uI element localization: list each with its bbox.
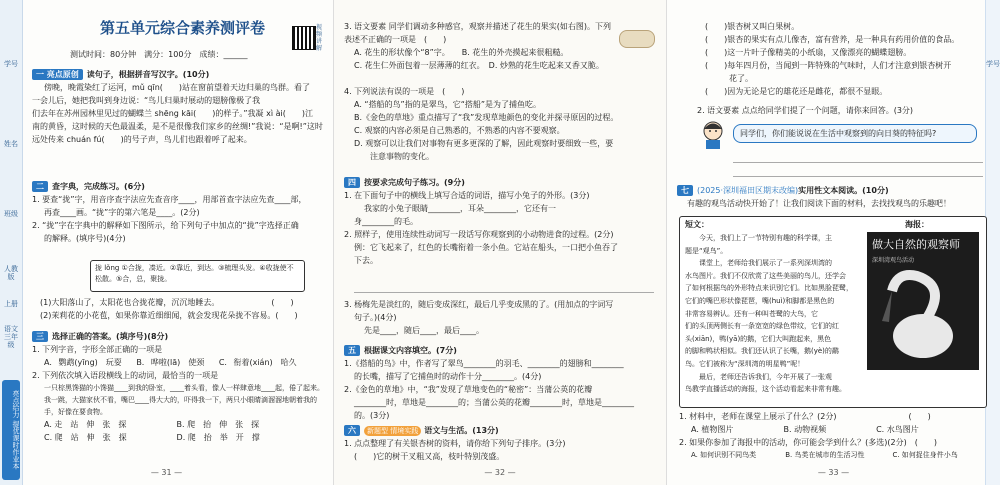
option[interactable]: D. 观察可以让我们对事物有更多更深的了解，因此观察时要细致一些，要 xyxy=(354,139,614,148)
ordering-item[interactable]: ( )它的树干叉粗又高，枝叶特别茂盛。 xyxy=(354,452,505,461)
question-text: 1. 下列字音，字形全部正确的一项是 xyxy=(32,345,163,354)
section-heading: 选择正确的答案。(填序号)(8分) xyxy=(52,332,169,341)
short-text-line: 它们的嘴巴形状像琵琶，嘴(huì)和脚都是黑色的 xyxy=(685,296,835,305)
dictionary-box: 拢 lǒng ①合拢，凑近。②靠近，到达。③梳理头发。④收拢使不松散。⑤合，总，聚拢。 xyxy=(90,260,305,292)
question-text: 3. 杨梅先是淡红的，随后变成深红，最后几乎变成黑的了。(用加点的字词写 xyxy=(344,300,614,309)
test-meta: 测试时间：80分钟 满分：100分 成绩：______ xyxy=(70,50,248,59)
option[interactable]: B. 动物视频 xyxy=(783,425,827,434)
short-text-line: 非常容易辨认。还有一种叫苍鹭的大鸟，它 xyxy=(685,309,818,318)
option[interactable]: B.《金色的草地》重点描写了“我”发现草地颜色的变化并探寻原因的过程。 xyxy=(354,113,619,122)
short-text-label: 短文： xyxy=(685,220,709,229)
section-badge: 七 xyxy=(677,185,693,196)
question-text: 2. “拢”字在字典中的解释如下图所示，给下列句子中加点的“拢”字选择正确 xyxy=(32,221,299,230)
ordering-item[interactable]: ( )因为无论是它的雄花还是雌花，都很不显眼。 xyxy=(705,87,888,96)
spine-label: 语文三年级 xyxy=(4,325,18,349)
poster-title: 做大自然的观察师 xyxy=(872,238,960,251)
option[interactable]: A. 花生的形状像个“8”字。 B. 花生的外壳摸起来很粗糙。 xyxy=(354,48,569,57)
brand-logo: 亮点给力 提优课时作业本 xyxy=(2,380,20,480)
spine-label: 学号 xyxy=(4,60,18,68)
question-text: 的。(3分) xyxy=(354,411,390,420)
student-avatar-icon xyxy=(699,120,727,150)
section-badge: 一 亮点原创 xyxy=(32,69,83,80)
section-badge: 三 xyxy=(32,331,48,342)
fill-line[interactable]: 先是____，随后____，最后____。 xyxy=(364,326,484,335)
answer-line[interactable] xyxy=(354,292,654,293)
short-text-line: 今天，我们上了一节特别有趣的科学课，主 xyxy=(699,234,832,242)
ordering-list xyxy=(705,20,985,98)
option: 注意事物的变化。 xyxy=(354,152,434,161)
answer-line[interactable] xyxy=(733,176,983,177)
section-4-q3 xyxy=(344,298,659,337)
short-text-line: 的脚和鸭状相似。我们还认识了长嘴，鹅(yè)的鹬 xyxy=(685,347,839,356)
answer-line[interactable] xyxy=(733,162,983,163)
short-text-line: 鸟。它们被称为“深圳湾的明星鸭”呢！ xyxy=(685,359,805,368)
question-4 xyxy=(344,85,659,163)
source-note: (2025·深圳福田区期末改编) xyxy=(697,186,799,195)
example-text: 下去。 xyxy=(354,256,378,265)
section-heading: 读句子，根据拼音写汉字。(10分) xyxy=(86,70,210,79)
question-text: 的解释。(填序号)(4分) xyxy=(44,234,126,243)
ordering-item[interactable]: ( )每年四月份，当闻到一阵特殊的气味时，人们才注意到银杏树开 xyxy=(705,61,952,70)
page-title: 第五单元综合素养测评卷 xyxy=(100,19,266,37)
option[interactable]: C. 水鸟图片 xyxy=(876,425,919,434)
qr-label: 视频讲解 xyxy=(316,24,323,52)
bird-poster xyxy=(867,232,979,370)
short-text-line: 题是“观鸟”。 xyxy=(685,246,728,255)
section-heading: 实用性文本阅读。(10分) xyxy=(798,186,889,195)
question-text: 1. 要查“拢”字，用音序查字法应先查音序____，用部首查字法应先查____部， xyxy=(32,195,307,204)
section-2-items xyxy=(40,296,330,322)
section-2 xyxy=(32,180,330,245)
page-32 xyxy=(333,0,666,485)
short-text-line: 课堂上，老师给我们展示了一系列深圳湾的 xyxy=(699,259,832,268)
fill-line[interactable]: 我家的小兔子眼睛________，耳朵________，它还有一 xyxy=(364,204,556,213)
short-text-line: 鸟教学直播活动的海报，这个活动看起来非常有趣。 xyxy=(685,385,846,394)
passage-line: 一只棕黑馋猫的小馋猫____到我的卧室，____着头看，像人一样肆意地____起，倦了起来。 xyxy=(44,384,324,392)
section-heading: 按要求完成句子练习。(9分) xyxy=(364,178,465,187)
question-text: 句子。)(4分) xyxy=(354,313,397,322)
section-badge: 六 xyxy=(344,425,360,436)
question-text[interactable]: 1.《搭船的鸟》中，作者写了翠鸟________的羽毛、________的翅膀和________ xyxy=(344,359,624,368)
section-heading: 根据课文内容填空。(7分) xyxy=(364,346,457,355)
section-badge: 四 xyxy=(344,177,360,188)
section-heading: 查字典，完成练习。(6分) xyxy=(52,182,145,191)
section-intro: 有趣的观鸟活动快开始了！让我们阅读下面的材料，去找找观鸟的乐趣吧！ xyxy=(687,199,951,208)
question-text: 1. 材料中，老师在课堂上展示了什么？(2分) ( ) xyxy=(679,412,931,421)
page-31 xyxy=(0,0,333,485)
ordering-item[interactable]: ( )银杏的果实有点儿像杏，富有营养，是一种具有药用价值的食品。 xyxy=(705,35,960,44)
question-text: 2. 照样子，使用连续性动词写一段话写你观察到的小动物进食的过程。(2分) xyxy=(344,230,614,239)
question-text[interactable]: ________时，草地是________的；当蒲公英的花瓣________时，草地是________ xyxy=(354,398,634,407)
ordering-item[interactable]: ( )银杏树又叫白果树。 xyxy=(705,22,800,31)
question-text[interactable]: 的长嘴，描写了它捕鱼时的动作十分________。(4分) xyxy=(354,372,542,381)
section-1 xyxy=(32,68,330,146)
option[interactable]: C. 花生仁外面包着一层薄薄的红衣。 D. 炒熟的花生吃起来又香又脆。 xyxy=(354,61,604,70)
passage-line: 傍晚，晚霞染红了运河，mǔ qīn( )站在窗前望着天边归巢的鸟群。看了 xyxy=(44,83,311,92)
answer-item[interactable]: (1)大阳落山了，太阳花也合拢花瓣，沉沉地睡去。 ( ) xyxy=(40,298,294,307)
section-7 xyxy=(677,184,987,210)
option[interactable]: A. 植物图片 xyxy=(691,425,734,434)
question-text: 再查____画。“拢”字的第六笔是____。(2分) xyxy=(44,208,200,217)
short-text xyxy=(685,232,863,396)
option[interactable]: B. 哗啦(lā) 使颈 xyxy=(136,358,205,367)
short-text-line: 最后，老师还告诉我们，今年开展了一张观 xyxy=(699,372,832,381)
spine-label: 人教版 xyxy=(4,265,18,281)
question-text: 1. 在下面句子中的横线上填写合适的词语，描写小兔子的外形。(3分) xyxy=(344,191,590,200)
passage-line: 我一跳，大猫家伙不看，嘴巴____得大大的，吓得我一下，两只小眼睛滴溜溜地朝着我的手，好像在要食物。 xyxy=(44,396,317,416)
question-3 xyxy=(344,20,614,72)
option[interactable]: C. 如何捉住身件小鸟 xyxy=(892,451,958,459)
option[interactable]: A. “搭船的鸟”指的是翠鸟，它“搭船”是为了捕鱼吃。 xyxy=(354,100,541,109)
answer-item[interactable]: (2)茉莉花的小花苞，如果你靠近细细闻，就会发现花朵拢不容易。( ) xyxy=(40,311,298,320)
peanut-illustration xyxy=(619,30,655,48)
question-text: 2. 语文要素 点点给同学们提了一个问题，请你来回答。(3分) xyxy=(697,106,914,115)
fill-line[interactable]: 身________的毛。 xyxy=(354,217,418,226)
short-text-line: 水鸟图片。我们不仅欣赏了这些美丽的鸟儿，还学会 xyxy=(685,271,846,280)
page-number: — 32 — xyxy=(484,468,516,477)
option[interactable]: A. 如何识别不同鸟类 xyxy=(691,451,757,459)
passage-line: 南的黄昏，这时候的天色最温柔，是不是很像我们家乡的丝绸!”我说：“是啊!”这时 xyxy=(32,122,323,131)
section-5 xyxy=(344,344,659,422)
section-badge: 五 xyxy=(344,345,360,356)
poster-label: 海报： xyxy=(905,220,929,229)
option[interactable]: B. 爬 抬 伸 张 探 xyxy=(176,420,260,429)
spoonbill-icon xyxy=(877,266,969,362)
spine-label: 上册 xyxy=(4,300,18,308)
question-text[interactable]: 2.《金色的草地》中，“我”发现了草地变色的“秘密”：当蒲公英的花瓣 xyxy=(344,385,593,394)
question-2 xyxy=(697,104,982,117)
section-3 xyxy=(32,330,330,444)
new-type-tag: 新题型 情境实践 xyxy=(364,426,421,436)
page-33 xyxy=(666,0,1000,485)
question-text: 2. 下列依次填入语段横线上的动词，最恰当的一项是 xyxy=(32,371,219,380)
option[interactable]: D. 爬 抬 举 开 撑 xyxy=(176,433,260,442)
section-6 xyxy=(344,424,659,463)
left-spine xyxy=(0,0,23,485)
short-text-line: 头(xiān)，鸭(yā)的鹅，它们大叫跑起来，黑色 xyxy=(685,334,832,343)
option[interactable]: C. 衔着(xián) 哈久 xyxy=(218,358,297,367)
passage-line: 远处传来 chuán fú( )的号子声，鸟儿们也跟着呼了起来。 xyxy=(32,135,252,144)
page-number: — 33 — xyxy=(817,468,850,477)
spine-label: 班级 xyxy=(4,210,18,218)
section-badge: 二 xyxy=(32,181,48,192)
option[interactable]: C. 爬 站 伸 张 探 xyxy=(44,433,127,442)
page-number: — 31 — xyxy=(150,468,183,477)
poster-subtitle: 深圳湾观鸟活动 xyxy=(872,257,915,264)
section-heading: 语文与生活。(13分) xyxy=(424,426,499,435)
short-text-line: 了如何根据鸟的外形特点来识别它们。比如黑脸琵鹭， xyxy=(685,284,853,293)
short-text-line: 们的头顶两侧长有一条宽宽的绿色带纹，它们的红 xyxy=(685,322,839,331)
passage-line: 们去年在苏州园林里见过的蝴蝶兰 shēng kāi( )的样子。”我凝 xì ài( )江 xyxy=(32,109,313,118)
example-text: 例：它飞起来了，红色的长嘴衔着一条小鱼。它站在船头，一口把小鱼吞了 xyxy=(354,243,618,252)
question-text: 1. 点点整理了有关银杏树的资料，请你给下列句子排序。(3分) xyxy=(344,439,566,448)
question-text: 3. 语文要素 同学们调动多种感官，观察并描述了花生的果实(如右图)。下列表述不正确的一项是 ( ) xyxy=(344,22,611,44)
ordering-item: 花了。 xyxy=(705,74,753,83)
option[interactable]: A. 走 站 伸 张 探 xyxy=(44,420,127,429)
option[interactable]: C. 观察的内容必须是自己熟悉的，不熟悉的内容不要观察。 xyxy=(354,126,565,135)
spine-label: 学号 xyxy=(986,60,1000,68)
passage-line: 一会儿后，她把我叫到身边说：“鸟儿归巢时展动的翅膀像极了我 xyxy=(32,96,261,105)
speech-bubble: 同学们，你们能说说在生活中观察到的向日葵的特征吗? xyxy=(733,124,977,143)
option[interactable]: B. 鸟类在城市的生活习性 xyxy=(785,451,865,459)
ordering-item[interactable]: ( )这一片叶子像精美的小纸扇，又像漂亮的蝴蝶翅膀。 xyxy=(705,48,912,57)
qr-code-icon[interactable] xyxy=(292,26,316,50)
question-text: 4. 下列说法有误的一项是 ( ) xyxy=(344,87,465,96)
section-4 xyxy=(344,176,659,267)
section-7-questions xyxy=(679,410,989,462)
spine-label: 姓名 xyxy=(4,140,18,148)
option[interactable]: A. 鹦鹉(yīng) 玩耍 xyxy=(44,358,122,367)
question-text: 2. 如果你参加了海报中的活动，你可能会学到什么？(多选)(2分) ( ) xyxy=(679,438,937,447)
